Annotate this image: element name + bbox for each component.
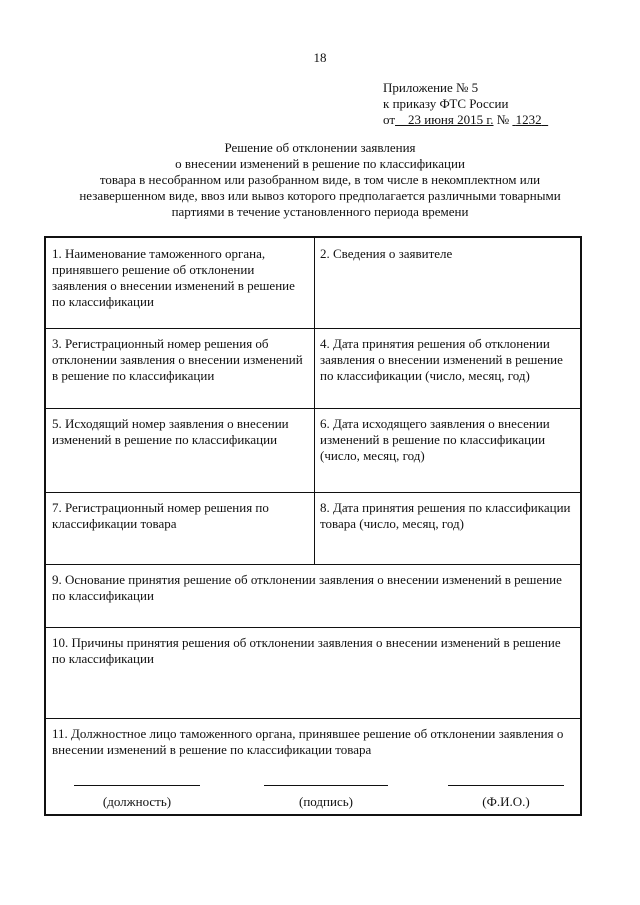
field-10-reasons: 10. Причины принятия решения об отклонении заявления о внесении изменений в решение по классификации	[52, 635, 561, 666]
signature-sign-line	[264, 785, 388, 786]
document-title	[40, 140, 600, 220]
title-line: о внесении изменений в решение по классификации	[175, 156, 465, 171]
field-2-applicant-info: 2. Сведения о заявителе	[320, 246, 453, 261]
appendix-date-line	[383, 112, 548, 128]
row-divider	[46, 718, 580, 719]
appendix-order: к приказу ФТС России	[383, 96, 509, 111]
appendix-number-label: №	[496, 112, 510, 127]
field-5-outgoing-number: 5. Исходящий номер заявления о внесении изменений в решение по классификации	[52, 416, 289, 447]
appendix-header	[383, 80, 548, 128]
field-9-grounds: 9. Основание принятия решение об отклонении заявления о внесении изменений в решение по классификации	[52, 572, 562, 603]
field-6-outgoing-date: 6. Дата исходящего заявления о внесении изменений в решение по классификации (число, месяц, год)	[320, 416, 550, 463]
appendix-date-prefix: от	[383, 112, 396, 127]
row-divider	[46, 328, 580, 329]
appendix-title: Приложение № 5	[383, 80, 479, 95]
signature-position-label: (должность)	[102, 794, 172, 809]
decision-form-table	[44, 236, 582, 816]
appendix-date: 23 июня 2015 г.	[408, 112, 494, 127]
field-11-official: 11. Должностное лицо таможенного органа, принявшее решение об отклонении заявления о внесении изменений в решение по классификации товара	[52, 726, 564, 757]
signature-sign-label: (подпись)	[299, 794, 353, 809]
appendix-number: 1232	[515, 112, 542, 127]
row-divider	[46, 492, 580, 493]
title-line: товара в несобранном или разобранном виде, в том числе в некомплектном или	[99, 172, 541, 187]
field-3-reg-number: 3. Регистрационный номер решения об отклонении заявления о внесении изменений в решение по классификации	[52, 336, 303, 383]
field-7-classification-reg-number: 7. Регистрационный номер решения по классификации товара	[52, 500, 269, 531]
row-divider	[46, 627, 580, 628]
row-divider	[46, 564, 580, 565]
signature-name-label: (Ф.И.О.)	[482, 794, 530, 809]
row-divider	[46, 408, 580, 409]
field-1-customs-authority: 1. Наименование таможенного органа, принявшего решение об отклонении заявления о внесении изменений в решение по классификации	[52, 246, 295, 309]
signature-position-line	[74, 785, 200, 786]
field-8-classification-date: 8. Дата принятия решения по классификации товара (число, месяц, год)	[320, 500, 571, 531]
title-line: незавершенном виде, ввоз или вывоз которого предполагается различными товарными	[79, 188, 561, 203]
title-line: Решение об отклонении заявления	[224, 140, 416, 155]
field-4-decision-date: 4. Дата принятия решения об отклонении заявления о внесении изменений в решение по классификации (число, месяц, год)	[320, 336, 563, 383]
title-line: партиями в течение установленного периода времени	[171, 204, 469, 219]
page-number: 18	[313, 50, 327, 65]
signature-name-line	[448, 785, 564, 786]
